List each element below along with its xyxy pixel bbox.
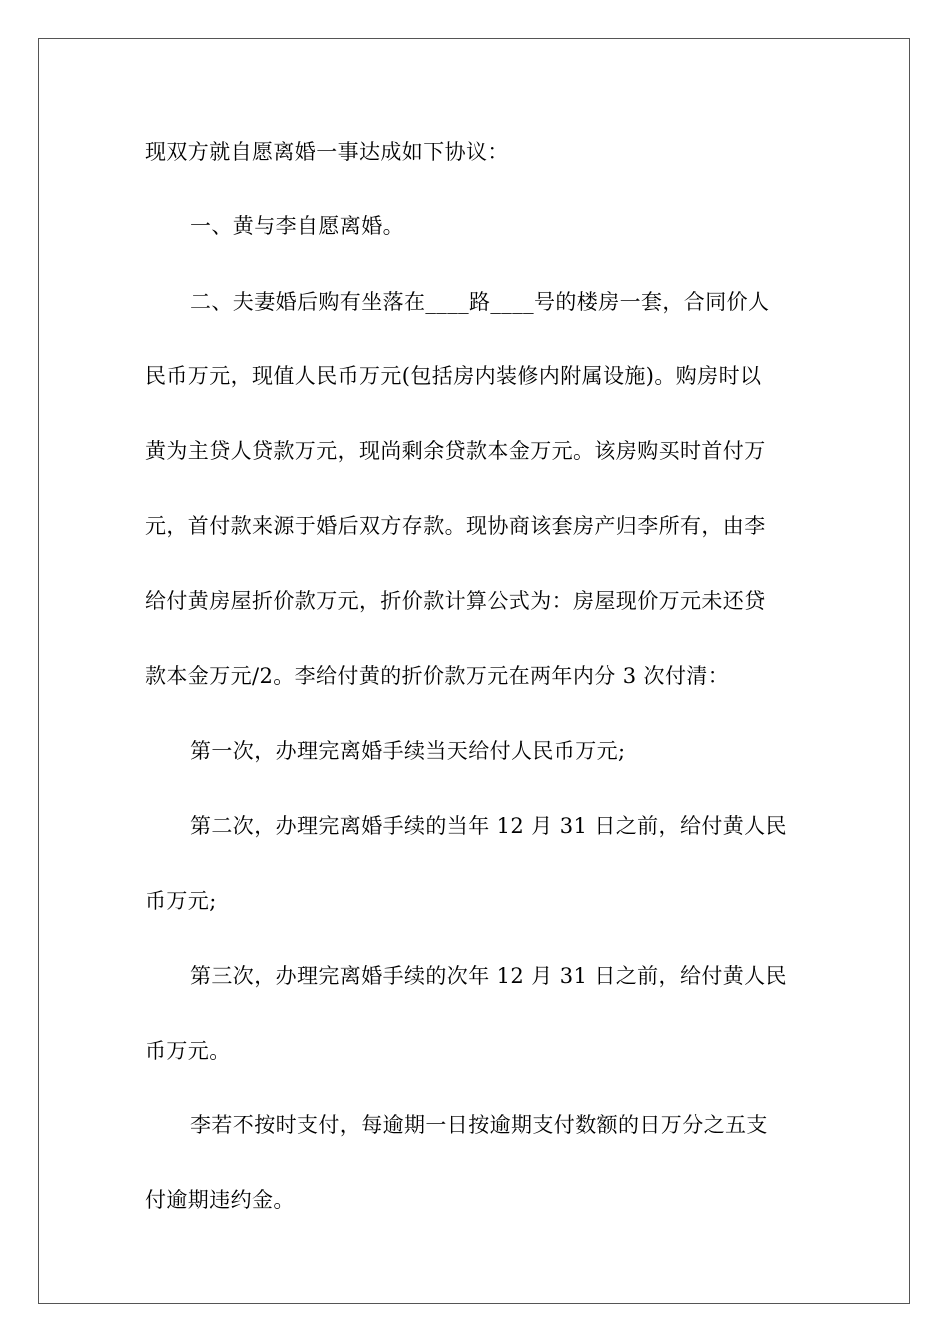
clause-2-line-6: 款本金万元/2。李给付黄的折价款万元在两年内分 3 次付清： (145, 664, 730, 688)
payment-3-line-1: 第三次，办理完离婚手续的次年 12 月 31 日之前，给付黄人民 (190, 964, 787, 988)
clause-1-line: 一、黄与李自愿离婚。 (190, 214, 404, 238)
payment-1-line: 第一次，办理完离婚手续当天给付人民币万元; (190, 739, 626, 763)
payment-3-line-2: 币万元。 (145, 1039, 231, 1063)
penalty-line-1: 李若不按时支付，每逾期一日按逾期支付数额的日万分之五支 (190, 1113, 768, 1137)
payment-2-line-1: 第二次，办理完离婚手续的当年 12 月 31 日之前，给付黄人民 (190, 814, 787, 838)
penalty-line-2: 付逾期违约金。 (145, 1188, 295, 1212)
clause-2-line-1: 二、夫妻婚后购有坐落在____路____号的楼房一套，合同价人 (190, 290, 770, 314)
clause-2-line-3: 黄为主贷人贷款万元，现尚剩余贷款本金万元。该房购买时首付万 (145, 439, 766, 463)
clause-2-line-4: 元，首付款来源于婚后双方存款。现协商该套房产归李所有，由李 (145, 514, 766, 538)
clause-2-line-5: 给付黄房屋折价款万元，折价款计算公式为：房屋现价万元未还贷 (145, 589, 766, 613)
clause-2-line-2: 民币万元，现值人民币万元(包括房内装修内附属设施)。购房时以 (145, 364, 762, 388)
intro-line: 现双方就自愿离婚一事达成如下协议： (145, 140, 509, 164)
payment-2-line-2: 币万元; (145, 889, 217, 913)
